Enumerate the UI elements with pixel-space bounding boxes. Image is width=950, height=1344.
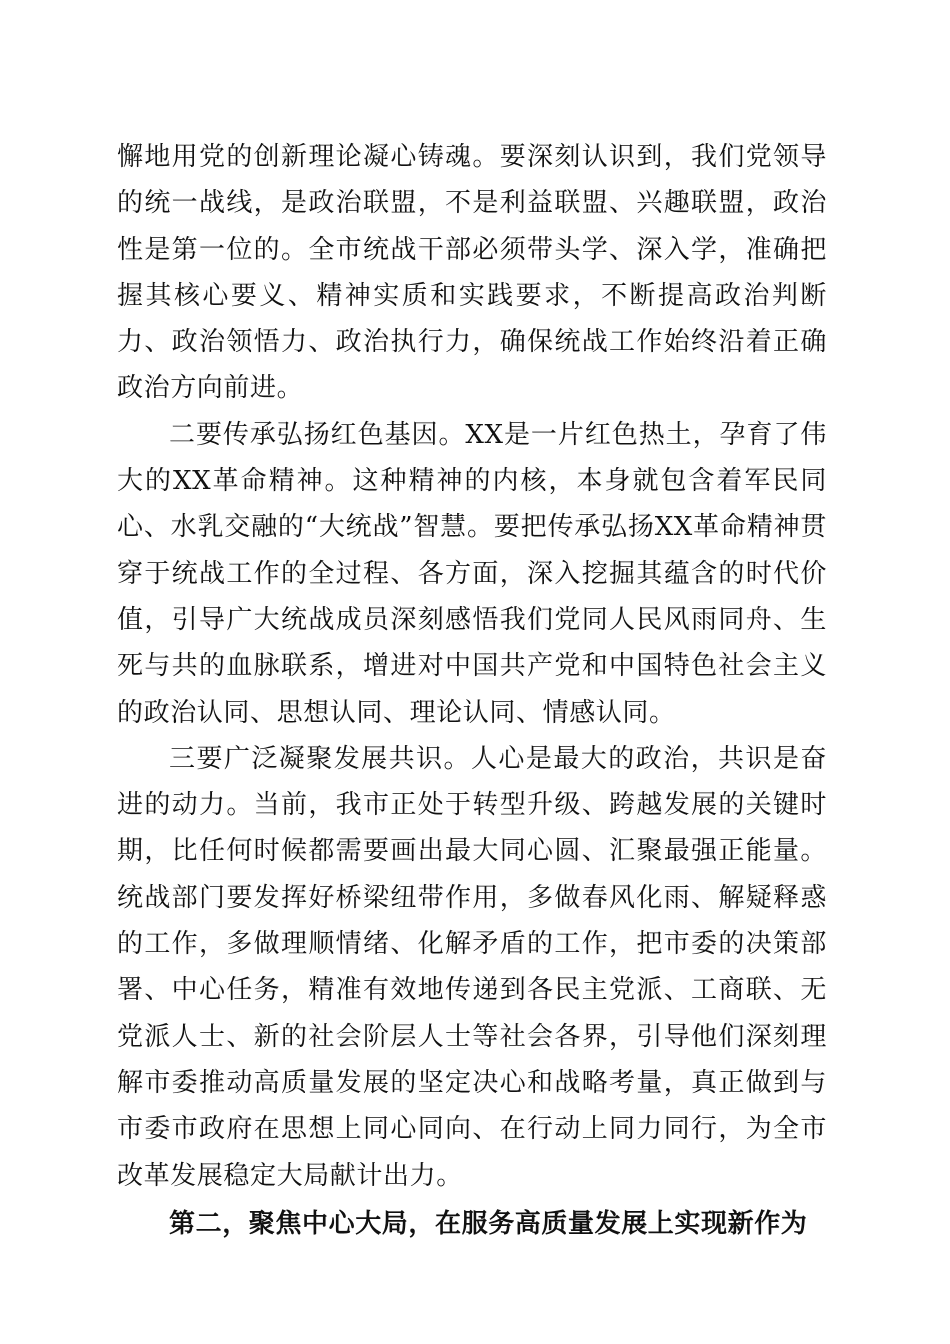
section-heading: 第二，聚焦中心大局，在服务高质量发展上实现新作为: [169, 1208, 808, 1239]
paragraph-continuation: 懈地用党的创新理论凝心铸魂。要深刻认识到，我们党领导的统一战线，是政治联盟，不是利益联盟、兴趣联盟，政治性是第一位的。全市统战干部必须带头学、深入学，准确把握其核心要义、精神实质和实践要求，不断提高政治判断力、政治领悟力、政治执行力，确保统战工作始终沿着正确政治方向前进。: [117, 142, 827, 404]
paragraph-consensus: 三要广泛凝聚发展共识。人心是最大的政治，共识是奋进的动力。当前，我市正处于转型升级、跨越发展的关键时期，比任何时候都需要画出最大同心圆、汇聚最强正能量。统战部门要发挥好桥梁纽带作用，多做春风化雨、解疑释惑的工作，多做理顺情绪、化解矛盾的工作，把市委的决策部署、中心任务，精准有效地传递到各民主党派、工商联、无党派人士、新的社会阶层人士等社会各界，引导他们深刻理解市委推动高质量发展的坚定决心和战略考量，真正做到与市委市政府在思想上同心同向、在行动上同力同行，为全市改革发展稳定大局献计出力。: [117, 743, 827, 1191]
document-body: [117, 134, 827, 1247]
paragraph-red-gene: 二要传承弘扬红色基因。XX是一片红色热土，孕育了伟大的XX革命精神。这种精神的内核，本身就包含着军民同心、水乳交融的“大统战”智慧。要把传承弘扬XX革命精神贯穿于统战工作的全过程、各方面，深入挖掘其蕴含的时代价值，引导广大统战成员深刻感悟我们党同人民风雨同舟、生死与共的血脉联系，增进对中国共产党和中国特色社会主义的政治认同、思想认同、理论认同、情感认同。: [117, 419, 827, 728]
